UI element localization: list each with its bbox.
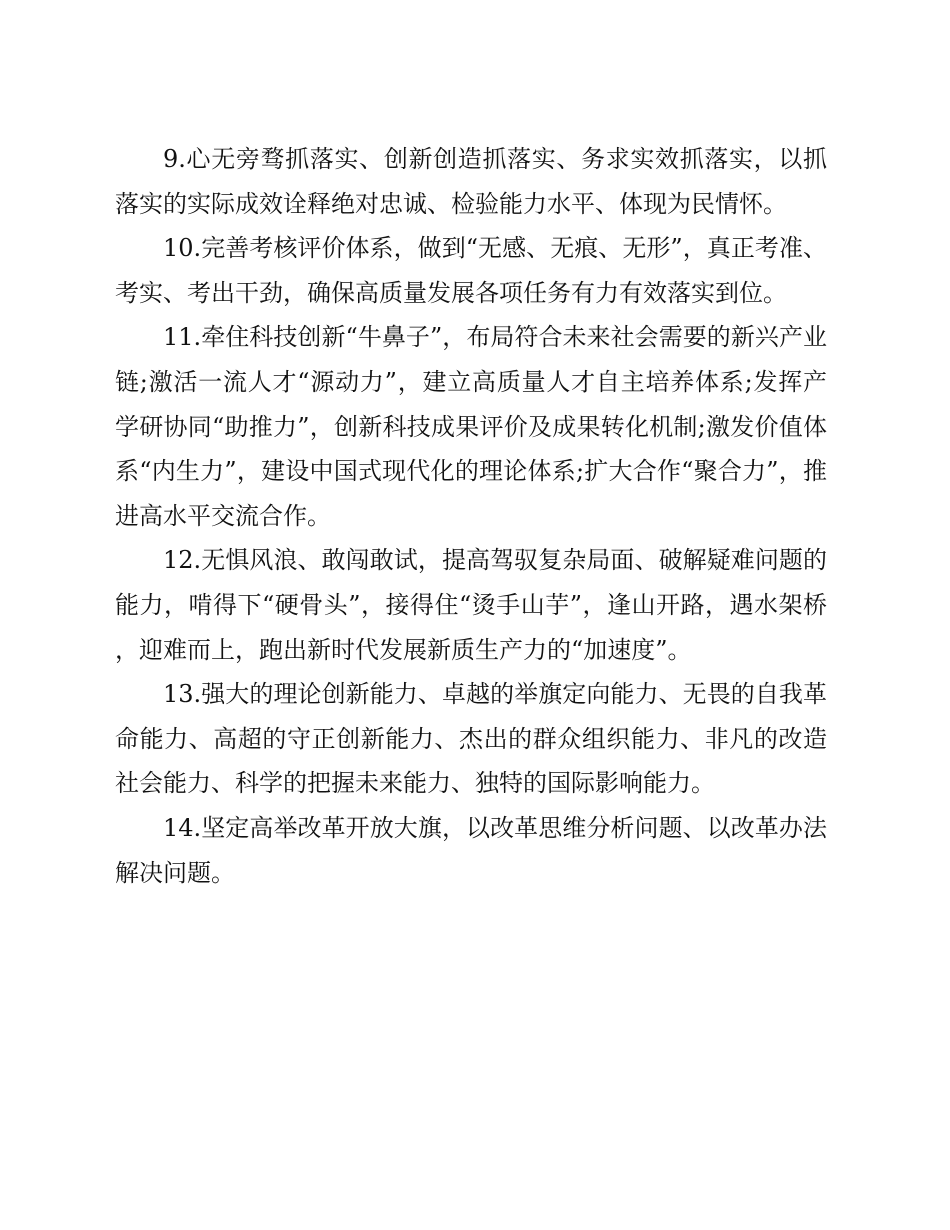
paragraph-14: 14.坚定高举改革开放大旗，以改革思维分析问题、以改革办法解决问题。 [115,813,827,887]
paragraph-11: 11.牵住科技创新“牛鼻子”，布局符合未来社会需要的新兴产业链;激活一流人才“源动力”，建立高质量人才自主培养体系;发挥产学研协同“助推力”，创新科技成果评价及成果转化机制;激发价值体系“内生力”，建设中国式现代化的理论体系;扩大合作“聚合力”，推进高水平交流合作。 [115,323,827,530]
paragraph-10: 10.完善考核评价体系，做到“无感、无痕、无形”，真正考准、考实、考出干劲，确保高质量发展各项任务有力有效落实到位。 [115,234,827,307]
paragraph-13: 13.强大的理论创新能力、卓越的举旗定向能力、无畏的自我革命能力、高超的守正创新能力、杰出的群众组织能力、非凡的改造社会能力、科学的把握未来能力、独特的国际影响能力。 [115,680,827,798]
document-body [115,137,827,895]
paragraph-12: 12.无惧风浪、敢闯敢试，提高驾驭复杂局面、破解疑难问题的能力，啃得下“硬骨头”，接得住“烫手山芋”，逢山开路，遇水架桥，迎难而上，跑出新时代发展新质生产力的“加速度”。 [115,546,827,664]
paragraph-9: 9.心无旁骛抓落实、创新创造抓落实、务求实效抓落实，以抓落实的实际成效诠释绝对忠诚、检验能力水平、体现为民情怀。 [115,145,827,218]
